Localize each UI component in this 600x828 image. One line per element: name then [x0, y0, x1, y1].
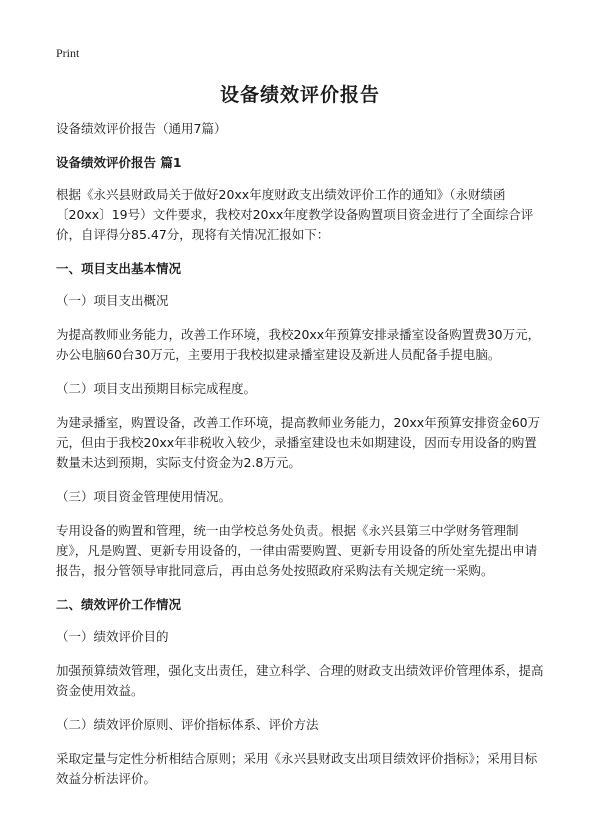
paragraph-2-1: 加强预算绩效管理，强化支出责任，建立科学、合理的财政支出绩效评价管理体系，提高资金使用效益。 — [56, 663, 544, 698]
document-title: 设备绩效评价报告 — [219, 84, 380, 106]
section-heading-2: 二、绩效评价工作情况 — [56, 597, 182, 612]
paragraph-1-2: 为建录播室，购置设备，改善工作环境，提高教师业务能力，20xx年预算安排资金60万元，但由于我校20xx年非税收入较少，录播室建设也未如期建设，因而专用设备的购置数量未达到预期，实际支付资金为2.8万元。 — [56, 415, 541, 470]
document-body — [56, 119, 546, 803]
article-heading: 设备绩效评价报告 篇1 — [56, 155, 182, 170]
subsection-heading-2-2: （二）绩效评价原则、评价指标体系、评价方法 — [56, 717, 319, 732]
intro-paragraph: 根据《永兴县财政局关于做好20xx年度财政支出绩效评价工作的通知》（永财绩函〔20xx〕19号）文件要求，我校对20xx年度教学设备购置项目资金进行了全面综合评价，自评得分85.47分，现将有关情况汇报如下： — [56, 187, 534, 242]
subsection-heading-1-2: （二）项目支出预期目标完成程度。 — [56, 381, 257, 396]
subsection-heading-2-1: （一）绩效评价目的 — [56, 629, 169, 644]
document-subtitle: 设备绩效评价报告（通用7篇） — [56, 121, 227, 136]
paragraph-2-2: 采取定量与定性分析相结合原则；采用《永兴县财政支出项目绩效评价指标》；采用目标效益分析法评价。 — [56, 751, 538, 786]
subsection-heading-1-1: （一）项目支出概况 — [56, 293, 169, 308]
subsection-heading-1-3: （三）项目资金管理使用情况。 — [56, 489, 232, 504]
print-label: Print — [56, 46, 80, 60]
paragraph-1-3: 专用设备的购置和管理，统一由学校总务处负责。根据《永兴县第三中学财务管理制度》，凡是购置、更新专用设备的，一律由需要购置、更新专用设备的所处室先提出申请报告，报分管领导审批同意后，再由总务处按照政府采购法有关规定统一采购。 — [56, 523, 538, 578]
paragraph-1-1: 为提高教师业务能力，改善工作环境，我校20xx年预算安排录播室设备购置费30万元，办公电脑60台30万元，主要用于我校拟建录播室建设及新进人员配备手提电脑。 — [56, 327, 541, 362]
section-heading-1: 一、项目支出基本情况 — [56, 261, 182, 276]
